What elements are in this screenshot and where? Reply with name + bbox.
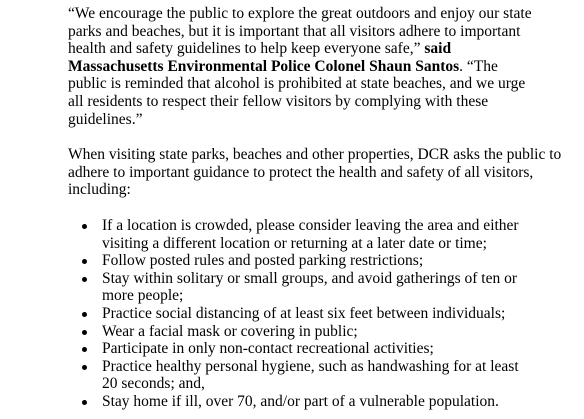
guideline-text: Participate in only non-contact recreational activities;: [102, 340, 434, 358]
bullet-icon: [82, 330, 87, 335]
guidelines-list: [68, 217, 568, 411]
quote-attribution: said Massachusetts Environmental Police Colonel Shaun Santos: [68, 40, 460, 75]
quote-text-before: “We encourage the public to explore the great outdoors and enjoy our state parks and beaches, but it is important that all visitors adhere to important health and safety guidelines to help keep everyone safe,”: [68, 5, 532, 58]
bullet-icon: [82, 259, 87, 264]
intro-paragraph: When visiting state parks, beaches and other properties, DCR asks the public to adhere to important guidance to protect the health and safety of all visitors, including:: [68, 146, 562, 199]
bullet-icon: [82, 400, 87, 405]
quote-text-after: . “The public is reminded that alcohol is prohibited at state beaches, and we urge all residents to respect their fellow visitors by complying with these guidelines.”: [68, 57, 526, 128]
bullet-icon: [82, 312, 87, 317]
guideline-item: [82, 217, 522, 252]
guideline-text: Practice healthy personal hygiene, such as handwashing for at least 20 seconds; and,: [102, 357, 519, 393]
guideline-text: Stay within solitary or small groups, and avoid gatherings of ten or more people;: [102, 269, 517, 305]
guideline-item: [82, 340, 522, 358]
guideline-item: [82, 323, 522, 341]
guideline-text: If a location is crowded, please consider leaving the area and either visiting a different location or returning at a later date or time;: [102, 216, 519, 252]
bullet-icon: [82, 224, 87, 229]
guideline-text: Follow posted rules and posted parking restrictions;: [102, 252, 424, 270]
bullet-icon: [82, 277, 87, 282]
guideline-item: [82, 393, 522, 411]
guideline-item: [82, 358, 522, 393]
guideline-item: [82, 252, 522, 270]
guideline-text: Stay home if ill, over 70, and/or part of a vulnerable population.: [102, 392, 499, 410]
guideline-text: Wear a facial mask or covering in public;: [102, 322, 358, 340]
guideline-item: [82, 270, 522, 305]
guideline-text: Practice social distancing of at least six feet between individuals;: [102, 304, 506, 322]
bullet-icon: [82, 347, 87, 352]
quote-paragraph: [68, 5, 538, 128]
bullet-icon: [82, 365, 87, 370]
guideline-item: [82, 305, 522, 323]
